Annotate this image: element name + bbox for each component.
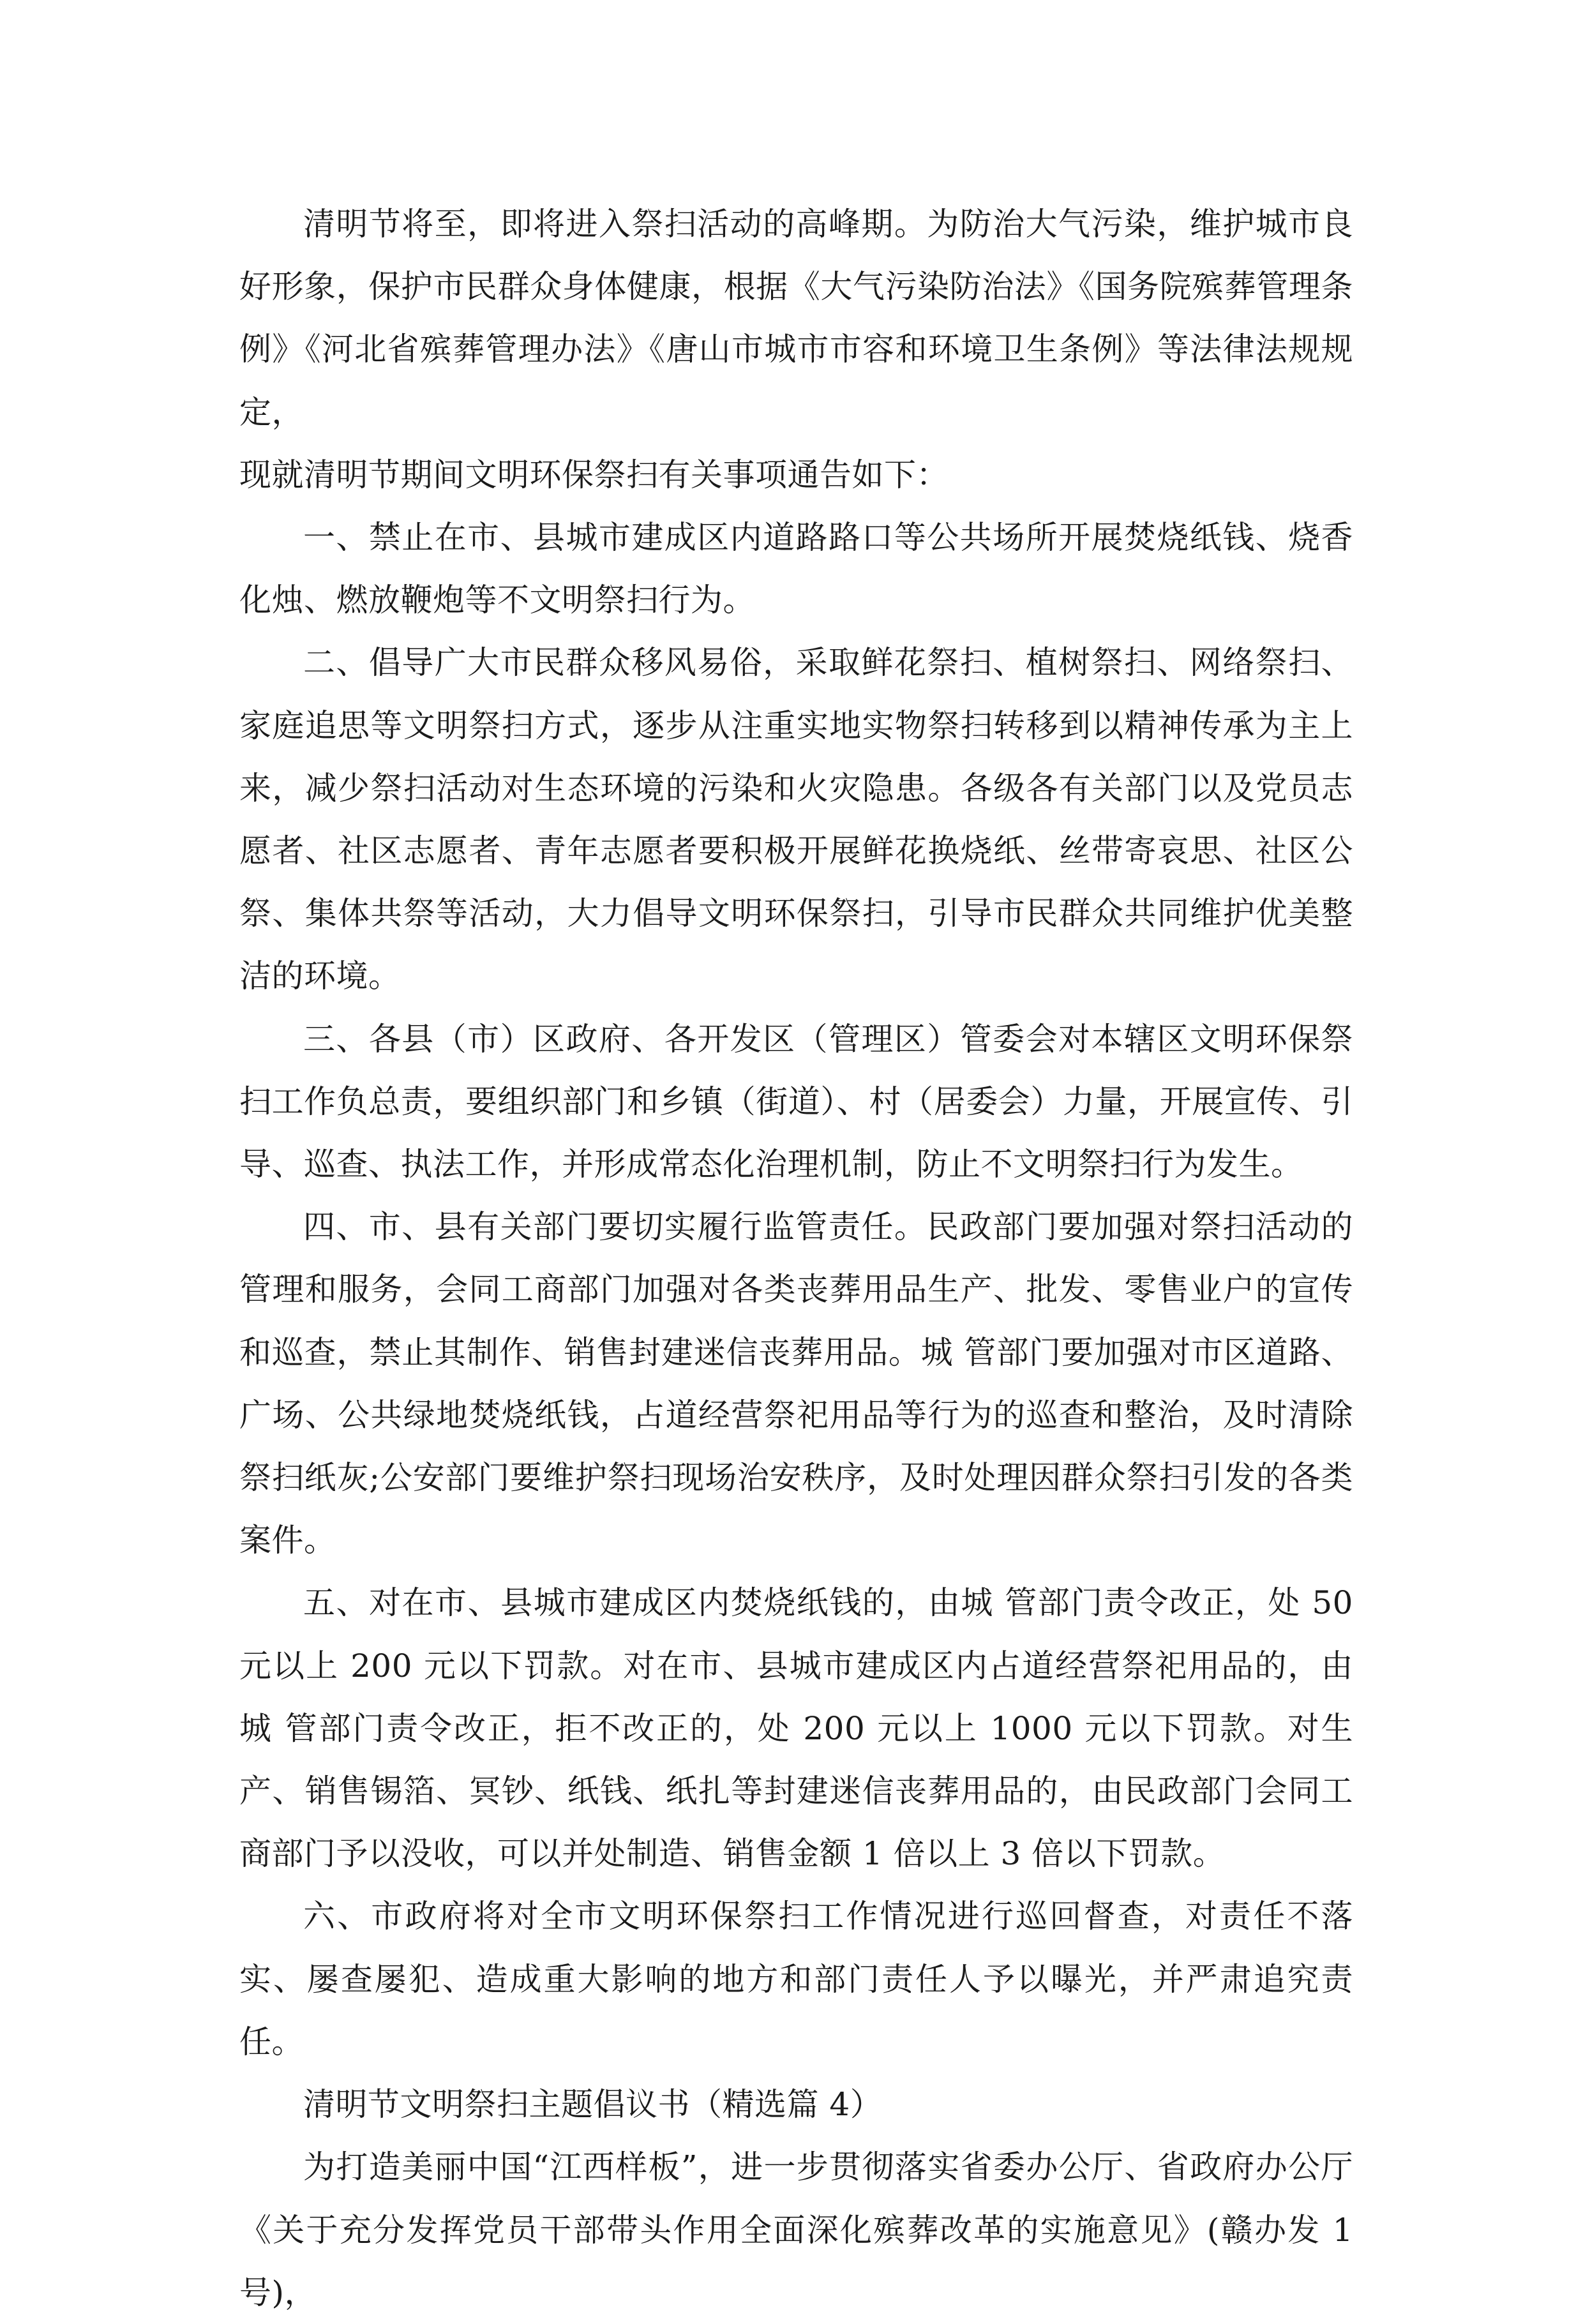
item-4-paragraph: 四、市、县有关部门要切实履行监管责任。民政部门要加强对祭扫活动的管理和服务，会同工商部门加强对各类丧葬用品生产、批发、零售业户的宣传和巡查，禁止其制作、销售封建迷信丧葬用品。城 管部门要加强对市区道路、广场、公共绿地焚烧纸钱，占道经营祭祀用品等行为的巡查和整治，及时清除祭扫纸灰;公安部门要维护祭扫现场治安秩序，及时处理因群众祭扫引发的各类案件。 [239, 1208, 1353, 1559]
item-3-paragraph: 三、各县（市）区政府、各开发区（管理区）管委会对本辖区文明环保祭扫工作负总责，要组织部门和乡镇（街道）、村（居委会）力量，开展宣传、引导、巡查、执法工作，并形成常态化治理机制，防止不文明祭扫行为发生。 [239, 1020, 1353, 1183]
document-body [239, 193, 1353, 2324]
item-5-paragraph: 五、对在市、县城市建成区内焚烧纸钱的，由城 管部门责令改正，处 50 元以上 200 元以下罚款。对在市、县城市建成区内占道经营祭祀用品的，由城 管部门责令改正，拒不改正的，处 200 元以上 1000 元以下罚款。对生产、销售锡箔、冥钞、纸钱、纸扎等封建迷信丧葬用品的，由民政部门会同工商部门予以没收，可以并处制造、销售金额 1 倍以上 3 倍以下罚款。 [239, 1584, 1353, 1873]
notice-lead-paragraph: 现就清明节期间文明环保祭扫有关事项通告如下： [239, 456, 949, 493]
item-1-paragraph: 一、禁止在市、县城市建成区内道路路口等公共场所开展焚烧纸钱、烧香化烛、燃放鞭炮等不文明祭扫行为。 [239, 519, 1353, 619]
intro-paragraph: 清明节将至，即将进入祭扫活动的高峰期。为防治大气污染，维护城市良好形象，保护市民群众身体健康，根据《大气污染防治法》《国务院殡葬管理条例》《河北省殡葬管理办法》《唐山市城市市容和环境卫生条例》等法律法规规定， [239, 206, 1353, 431]
item-2-paragraph: 二、倡导广大市民群众移风易俗，采取鲜花祭扫、植树祭扫、网络祭扫、家庭追思等文明祭扫方式，逐步从注重实地实物祭扫转移到以精神传承为主上来，减少祭扫活动对生态环境的污染和火灾隐患。各级各有关部门以及党员志愿者、社区志愿者、青年志愿者要积极开展鲜花换烧纸、丝带寄哀思、社区公祭、集体共祭等活动，大力倡导文明环保祭扫，引导市民群众共同维护优美整洁的环境。 [239, 644, 1353, 995]
proposal-paragraph: 为打造美丽中国“江西样板”，进一步贯彻落实省委办公厅、省政府办公厅《关于充分发挥党员干部带头作用全面深化殡葬改革的实施意见》(赣办发 1 号)， [239, 2148, 1353, 2311]
section-title: 清明节文明祭扫主题倡议书（精选篇 4） [303, 2086, 883, 2124]
item-6-paragraph: 六、市政府将对全市文明环保祭扫工作情况进行巡回督查，对责任不落实、屡查屡犯、造成重大影响的地方和部门责任人予以曝光，并严肃追究责任。 [239, 1898, 1353, 2060]
